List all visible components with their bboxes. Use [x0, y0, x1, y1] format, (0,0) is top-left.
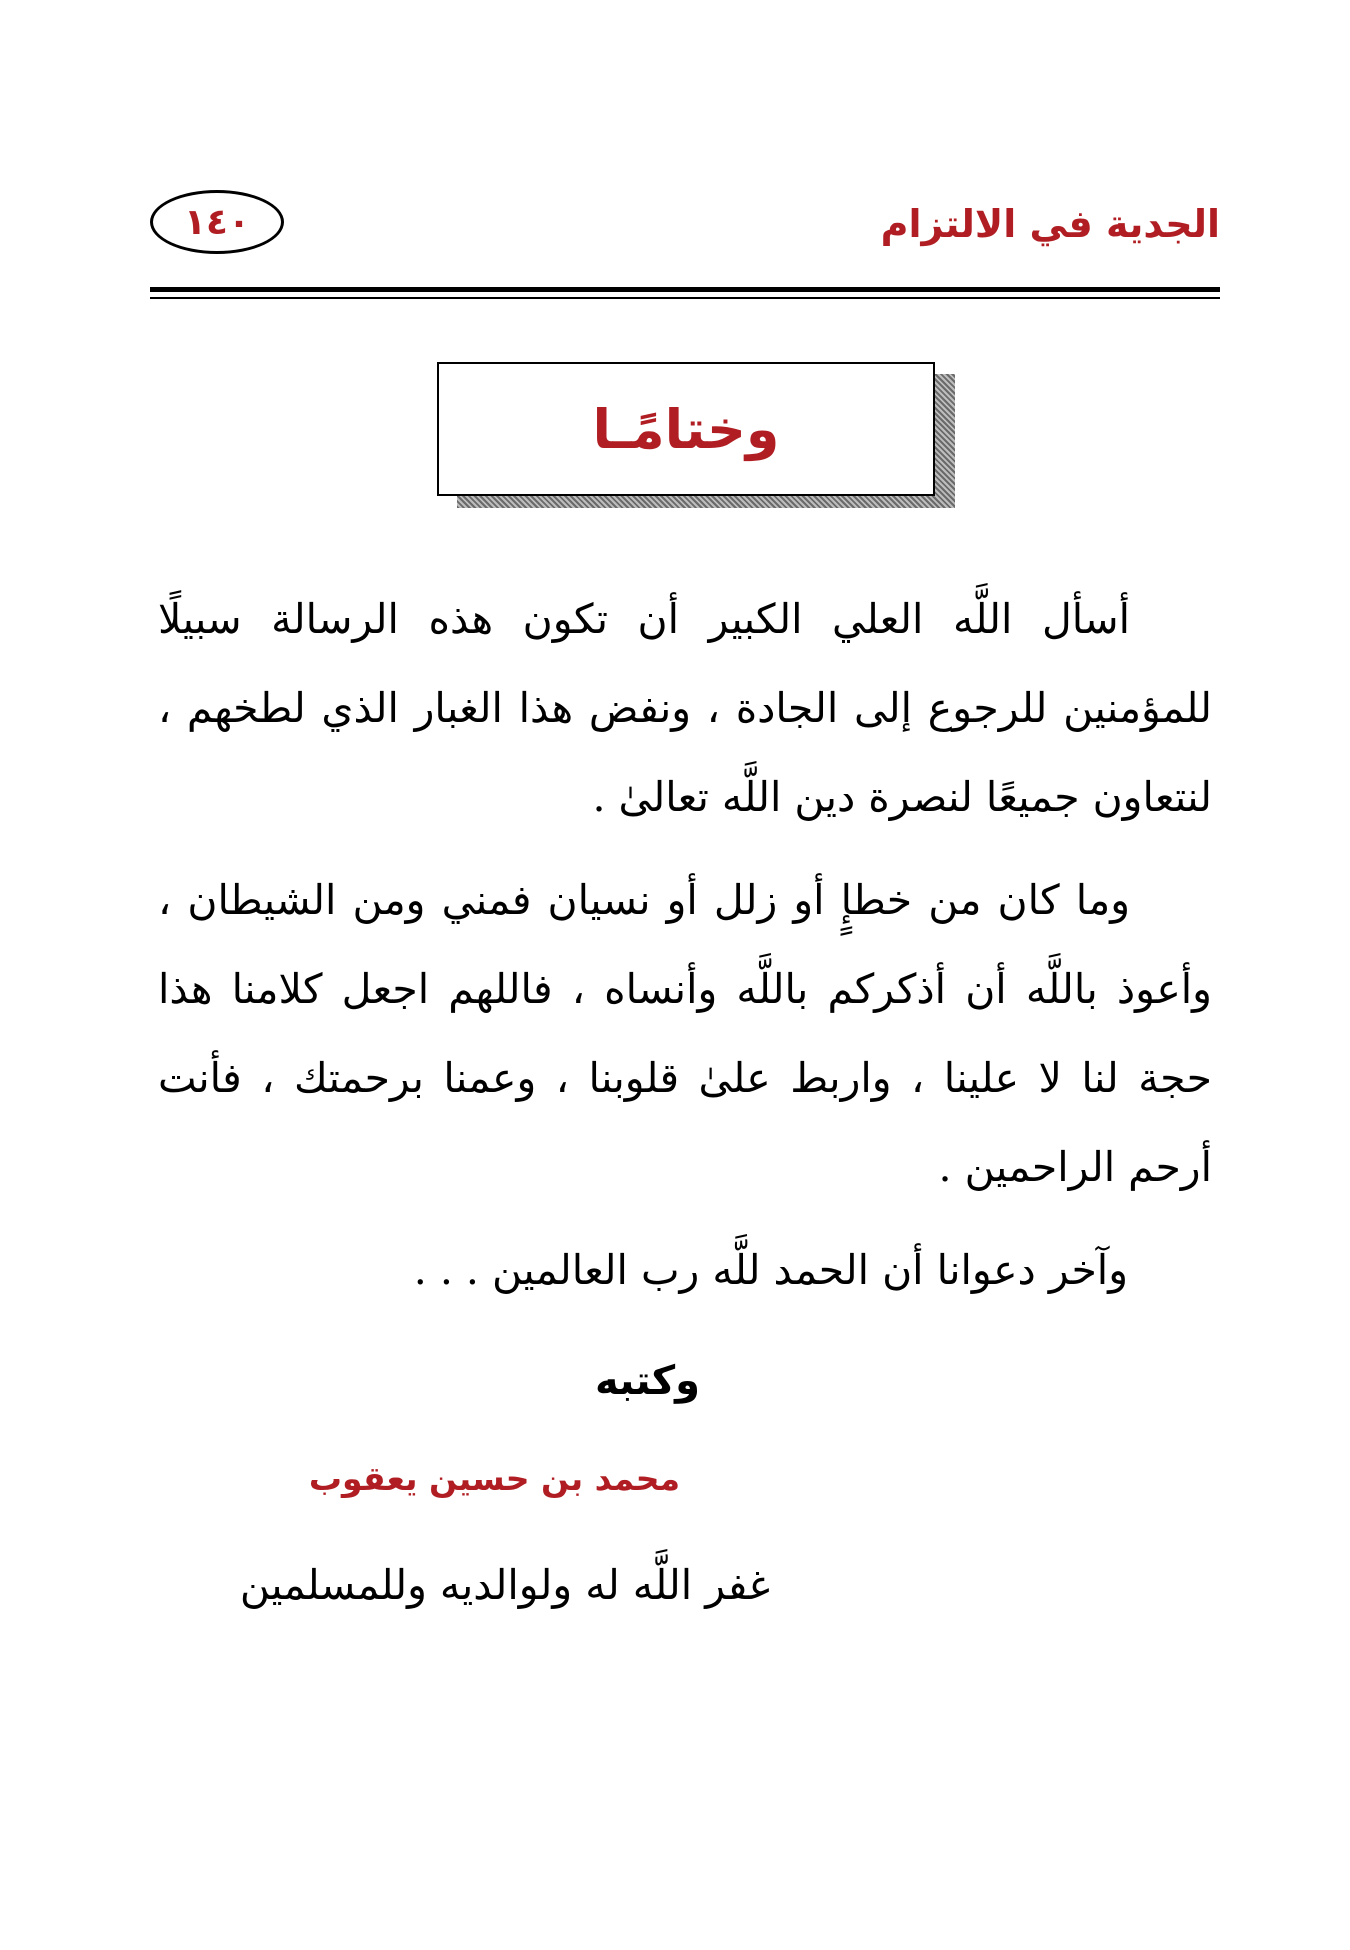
- author-name: محمد بن حسين يعقوب: [308, 1459, 680, 1498]
- header-rule-thick: [150, 287, 1220, 292]
- body-text: [158, 575, 1212, 1226]
- closing-line: وآخر دعوانا أن الحمد للَّه رب العالمين . . .: [413, 1246, 1128, 1294]
- page-header: [150, 190, 1220, 300]
- paragraph-2: وما كان من خطإٍ أو زلل أو نسيان فمني ومن الشيطان ، وأعوذ باللَّه أن أذكركم باللَّه وأنساه ، فاللهم اجعل كلامنا هذا حجة لنا لا علينا ، واربط علىٰ قلوبنا ، وعمنا برحمتك ، فأنت أرحم الراحمين .: [158, 876, 1212, 1191]
- signature-label: وكتبه: [594, 1358, 700, 1404]
- closing-prayer: غفر اللَّه له ولوالديه وللمسلمين: [239, 1561, 770, 1609]
- header-rule-thin: [150, 297, 1220, 299]
- section-title: وختامًـا: [592, 397, 780, 461]
- paragraph-1: أسأل اللَّه العلي الكبير أن تكون هذه الرسالة سبيلًا للمؤمنين للرجوع إلى الجادة ، ونفض هذا الغبار الذي لطخهم ، لنتعاون جميعًا لنصرة دين اللَّه تعالىٰ .: [158, 595, 1212, 821]
- section-title-box: [437, 362, 935, 496]
- page-number-badge: ١٤٠: [150, 190, 284, 254]
- running-title: الجدية في الالتزام: [880, 202, 1220, 246]
